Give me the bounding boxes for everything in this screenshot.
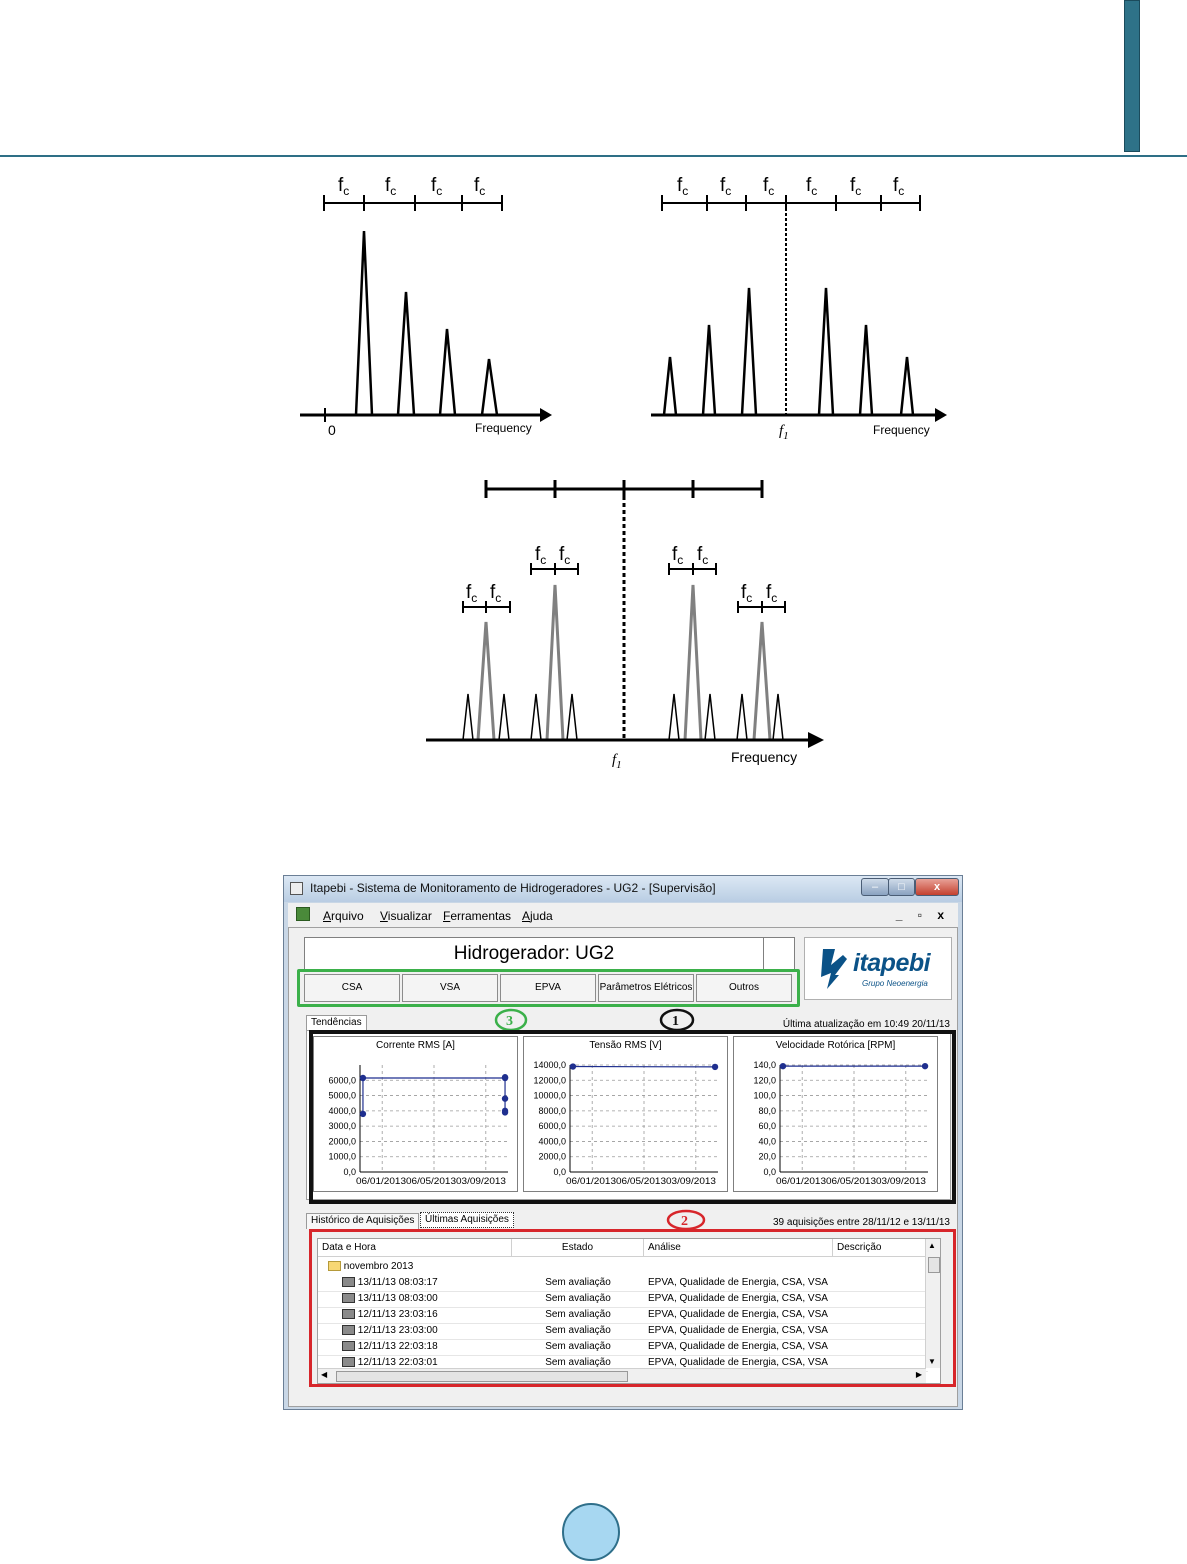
y-tick-label: 2000,0 xyxy=(328,1136,356,1147)
menu-visualizar[interactable]: Visualizar xyxy=(380,909,432,923)
tab-latest-acquisitions[interactable]: Últimas Aquisições xyxy=(420,1212,514,1228)
vsa-button[interactable]: VSA xyxy=(402,974,498,1002)
svg-text:fc xyxy=(431,175,442,198)
svg-text:fc: $f_c$ xyxy=(490,582,502,605)
page-number-badge xyxy=(562,1503,620,1561)
fc-label: f xyxy=(850,175,856,196)
close-button[interactable]: x xyxy=(915,878,959,896)
column-description[interactable]: Descrição xyxy=(833,1239,927,1257)
y-tick-label: 40,0 xyxy=(758,1136,776,1147)
page-title: Hidrogerador: UG2 xyxy=(453,943,615,964)
fc-subscript: c xyxy=(436,184,443,198)
y-tick-label: 0,0 xyxy=(763,1167,776,1177)
y-tick-label: 3000,0 xyxy=(328,1121,356,1132)
svg-text:fc xyxy=(763,175,774,198)
column-status[interactable]: Estado xyxy=(512,1239,644,1257)
fc-label: f xyxy=(763,175,769,196)
cell-analysis: EPVA, Qualidade de Energia, CSA, VSA xyxy=(648,1277,828,1288)
figure-b-spectrum xyxy=(645,165,955,445)
window-title: Itapebi - Sistema de Monitoramento de Hidrogeradores - UG2 - [Supervisão] xyxy=(310,881,716,895)
f1-label: $f_1$ xyxy=(612,752,622,771)
svg-text:fc xyxy=(677,175,688,198)
y-tick-label: 12000,0 xyxy=(533,1075,566,1086)
menu-arquivo[interactable]: Arquivo xyxy=(323,909,364,923)
cell-status: Sem avaliação xyxy=(545,1309,611,1320)
svg-text:fc xyxy=(850,175,861,198)
fc-label: f xyxy=(490,582,496,603)
frequency-axis-label: Frequency xyxy=(731,749,798,765)
column-datetime[interactable]: Data e Hora xyxy=(318,1239,512,1257)
fc-label: f xyxy=(385,175,391,196)
y-tick-label: 20,0 xyxy=(758,1151,776,1162)
svg-text:fc xyxy=(338,175,349,198)
mdi-window-controls[interactable]: _ ▫ x xyxy=(895,908,950,922)
chart-title: Velocidade Rotórica [RPM] xyxy=(775,1040,896,1051)
logo-name: itapebi xyxy=(853,949,931,977)
f1-label: $f_1$ xyxy=(779,423,789,442)
y-tick-label: 0,0 xyxy=(553,1167,566,1177)
chart-title: Corrente RMS [A] xyxy=(376,1040,455,1051)
y-tick-label: 120,0 xyxy=(753,1075,776,1086)
menu-ferramentas[interactable]: Ferramentas xyxy=(443,909,512,923)
window-titlebar[interactable] xyxy=(284,876,962,902)
tab-acquisition-history[interactable]: Histórico de Aquisições xyxy=(306,1213,419,1229)
others-button[interactable]: Outros xyxy=(696,974,792,1002)
y-tick-label: 100,0 xyxy=(753,1090,776,1101)
frequency-axis-label: Frequency xyxy=(475,421,532,435)
fc-label: f xyxy=(672,544,678,565)
scroll-left-icon[interactable]: ◀ xyxy=(321,1370,328,1379)
svg-text:fc: $f_c$ xyxy=(535,544,547,567)
fc-subscript: c xyxy=(390,184,397,198)
fc-subscript: c xyxy=(811,184,818,198)
highlight-box-3 xyxy=(297,969,800,1007)
y-tick-label: 4000,0 xyxy=(538,1136,566,1147)
svg-text:1: 1 xyxy=(672,1014,679,1029)
cell-status: Sem avaliação xyxy=(545,1293,611,1304)
logo-subtitle: Grupo Neoenergia xyxy=(862,979,928,988)
fc-label: f xyxy=(893,175,899,196)
svg-text:fc xyxy=(893,175,904,198)
cell-datetime: 13/11/13 08:03:17 xyxy=(357,1277,438,1288)
y-tick-label: 14000,0 xyxy=(533,1060,566,1070)
fc-subscript: c xyxy=(479,184,486,198)
app-window xyxy=(283,875,963,1410)
title-side-panel xyxy=(763,937,795,970)
marker-2 xyxy=(666,1209,706,1231)
origin-label: 0 xyxy=(328,422,336,438)
svg-text:fc xyxy=(474,175,485,198)
fc-label: f xyxy=(677,175,683,196)
fc-label: f xyxy=(741,582,747,603)
y-tick-label: 60,0 xyxy=(758,1121,776,1132)
fc-label: f xyxy=(559,544,565,565)
app-icon xyxy=(290,882,303,895)
fc-subscript: c xyxy=(898,184,905,198)
cell-analysis: EPVA, Qualidade de Energia, CSA, VSA xyxy=(648,1341,828,1352)
svg-text:fc: $f_c$ xyxy=(766,582,778,605)
svg-text:fc xyxy=(720,175,731,198)
figure-a-fc-labels xyxy=(338,175,485,198)
cell-analysis: EPVA, Qualidade de Energia, CSA, VSA xyxy=(648,1309,828,1320)
lightning-logo-icon xyxy=(817,945,853,991)
highlight-box-2 xyxy=(309,1229,956,1387)
csa-button[interactable]: CSA xyxy=(304,974,400,1002)
fc-label: f xyxy=(431,175,437,196)
svg-text:fc: $f_c$ xyxy=(466,582,478,605)
svg-text:fc: $f_c$ xyxy=(697,544,709,567)
svg-text:fc: $f_c$ xyxy=(672,544,684,567)
y-tick-label: 140,0 xyxy=(753,1060,776,1070)
x-tick-labels: 06/01/201306/05/201303/09/2013 xyxy=(356,1176,506,1186)
figure-b-fc-labels xyxy=(677,175,904,198)
scroll-right-icon[interactable]: ▶ xyxy=(915,1370,922,1379)
cell-datetime: 13/11/13 08:03:00 xyxy=(357,1293,438,1304)
tab-trends[interactable]: Tendências xyxy=(306,1015,367,1031)
x-tick-labels: 06/01/201306/05/201303/09/2013 xyxy=(776,1176,926,1186)
client-area xyxy=(288,927,958,1407)
cell-analysis: EPVA, Qualidade de Energia, CSA, VSA xyxy=(648,1293,828,1304)
figure-c-fc-labels xyxy=(466,544,777,605)
title-panel xyxy=(304,937,764,970)
y-tick-label: 4000,0 xyxy=(328,1105,356,1116)
y-tick-label: 6000,0 xyxy=(538,1121,566,1132)
column-analysis[interactable]: Análise xyxy=(644,1239,833,1257)
fc-label: f xyxy=(806,175,812,196)
cell-analysis: EPVA, Qualidade de Energia, CSA, VSA xyxy=(648,1357,828,1368)
marker-1 xyxy=(659,1008,695,1032)
cell-datetime: 12/11/13 22:03:01 xyxy=(357,1357,438,1368)
marker-3 xyxy=(494,1008,528,1032)
fc-label: f xyxy=(766,582,772,603)
fc-label: f xyxy=(697,544,703,565)
cell-status: Sem avaliação xyxy=(545,1325,611,1336)
svg-text:fc: $f_c$ xyxy=(559,544,571,567)
fc-label: f xyxy=(720,175,726,196)
svg-text:fc: $f_c$ xyxy=(741,582,753,605)
cell-datetime: 12/11/13 22:03:18 xyxy=(357,1341,438,1352)
y-tick-label: 1000,0 xyxy=(328,1151,356,1162)
last-update-text: Última atualização em 10:49 20/11/13 xyxy=(782,1019,950,1030)
frequency-axis-label: Frequency xyxy=(873,423,930,437)
fc-subscript: c xyxy=(855,184,862,198)
figure-a-spectrum xyxy=(290,165,560,445)
fc-subscript: c xyxy=(343,184,350,198)
menu-ajuda[interactable]: Ajuda xyxy=(522,909,553,923)
figure-c-spectrum xyxy=(420,470,840,780)
y-tick-label: 2000,0 xyxy=(538,1151,566,1162)
x-tick-labels: 06/01/201306/05/201303/09/2013 xyxy=(566,1176,716,1186)
fc-subscript: c xyxy=(725,184,732,198)
minimize-button[interactable]: – xyxy=(861,878,889,896)
svg-text:2: 2 xyxy=(681,1214,688,1229)
fc-label: f xyxy=(474,175,480,196)
cell-status: Sem avaliação xyxy=(545,1277,611,1288)
cell-status: Sem avaliação xyxy=(545,1357,611,1368)
highlight-box-1 xyxy=(309,1030,956,1204)
fc-label: f xyxy=(535,544,541,565)
menu-bar xyxy=(288,903,958,927)
cell-status: Sem avaliação xyxy=(545,1341,611,1352)
acquisitions-summary: 39 aquisições entre 28/11/12 e 13/11/13 xyxy=(773,1217,950,1228)
epva-button[interactable]: EPVA xyxy=(500,974,596,1002)
fc-subscript: c xyxy=(682,184,689,198)
cell-datetime: 12/11/13 23:03:16 xyxy=(357,1309,438,1320)
document-icon xyxy=(296,907,310,921)
cell-datetime: 12/11/13 23:03:00 xyxy=(357,1325,438,1336)
y-tick-label: 0,0 xyxy=(343,1167,356,1177)
svg-text:fc xyxy=(806,175,817,198)
y-tick-label: 8000,0 xyxy=(538,1105,566,1116)
fc-label: f xyxy=(338,175,344,196)
header-accent-bar xyxy=(1124,0,1140,152)
y-tick-label: 10000,0 xyxy=(533,1090,566,1101)
scroll-down-icon[interactable]: ▼ xyxy=(928,1357,936,1366)
cell-analysis: EPVA, Qualidade de Energia, CSA, VSA xyxy=(648,1325,828,1336)
y-tick-label: 80,0 xyxy=(758,1105,776,1116)
fc-subscript: c xyxy=(768,184,775,198)
fc-label: f xyxy=(466,582,472,603)
chart-title: Tensão RMS [V] xyxy=(589,1040,662,1051)
itapebi-logo xyxy=(804,937,952,1000)
y-tick-label: 5000,0 xyxy=(328,1090,356,1101)
electrical-parameters-button[interactable]: Parâmetros Elétricos xyxy=(598,974,694,1002)
maximize-button[interactable]: □ xyxy=(888,878,915,896)
scroll-up-icon[interactable]: ▲ xyxy=(928,1241,936,1250)
header-rule xyxy=(0,155,1187,157)
y-tick-label: 6000,0 xyxy=(328,1075,356,1086)
svg-text:3: 3 xyxy=(506,1014,513,1029)
group-label: novembro 2013 xyxy=(343,1261,414,1272)
svg-text:fc xyxy=(385,175,396,198)
